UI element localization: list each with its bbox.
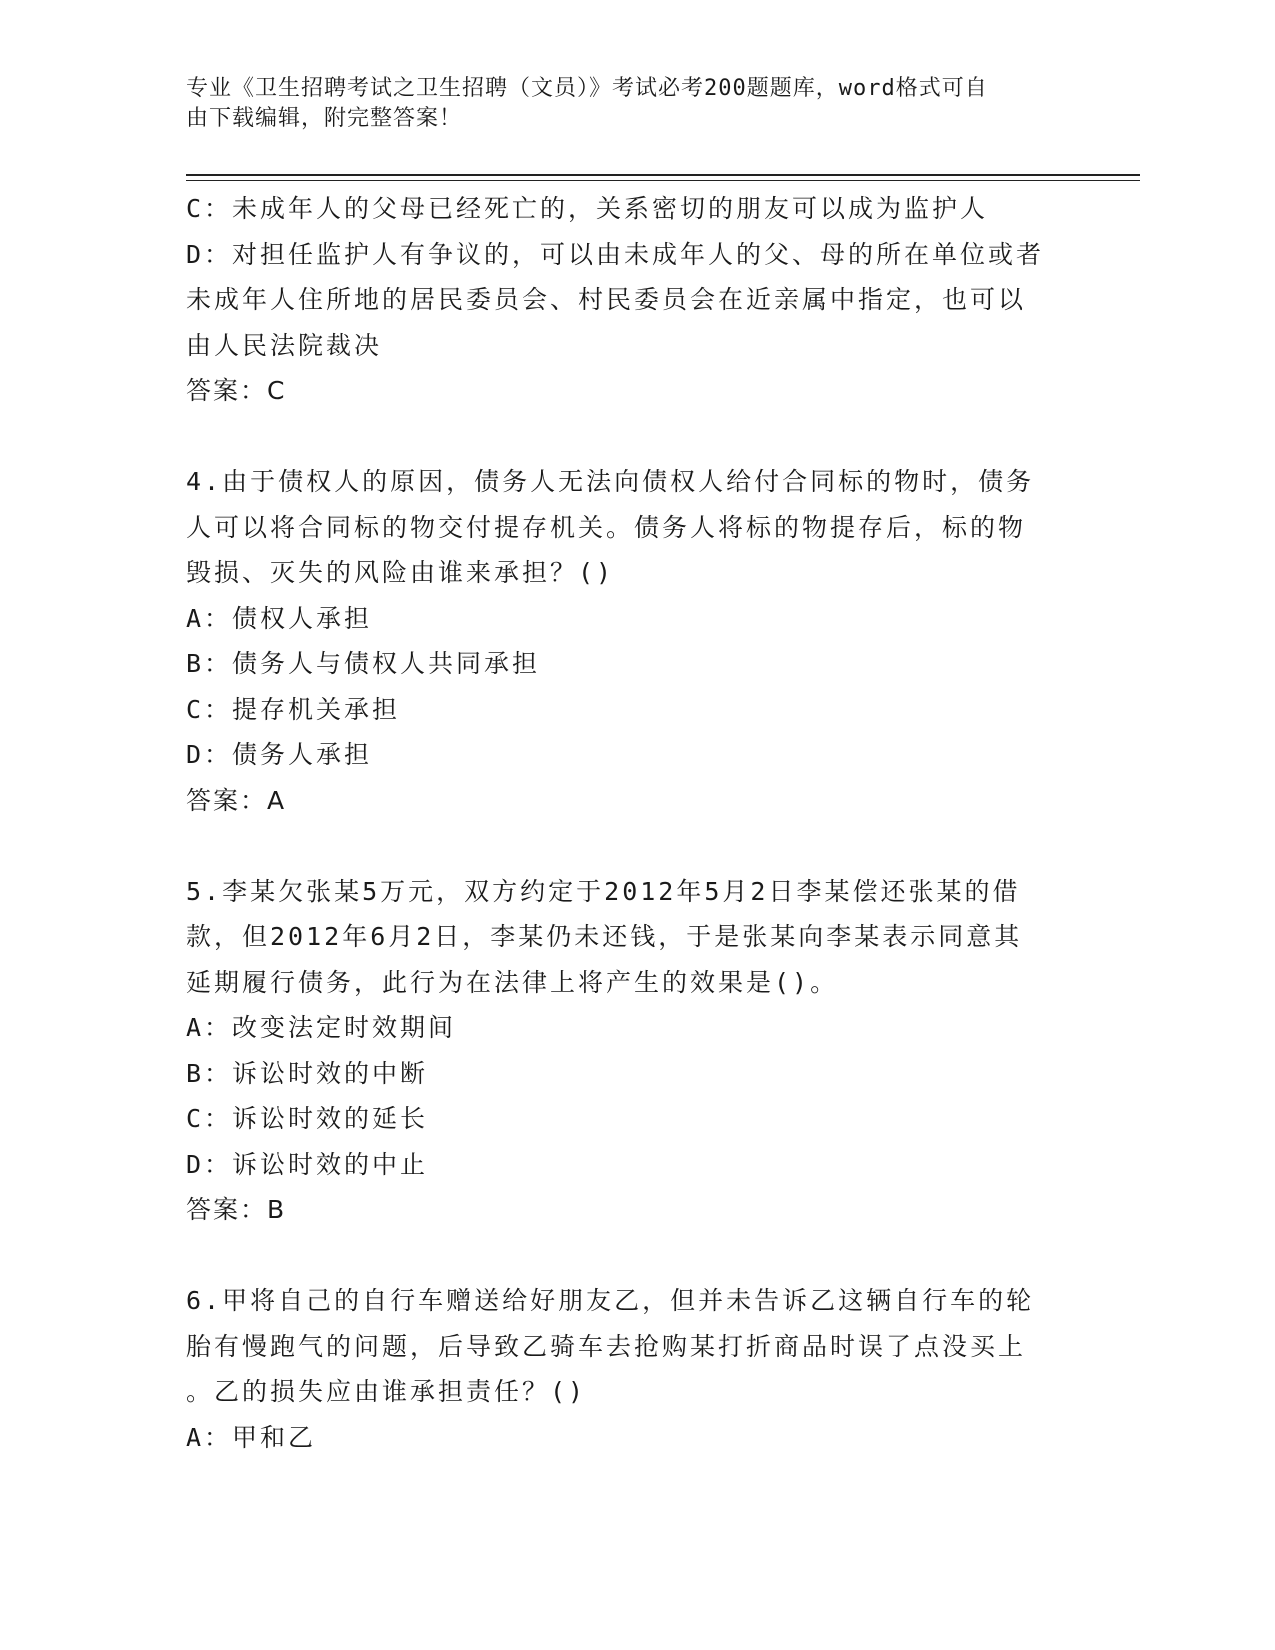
- q3-option-c: C：未成年人的父母已经死亡的，关系密切的朋友可以成为监护人: [186, 194, 989, 223]
- question-3-tail: [186, 186, 1066, 414]
- q4-option-a: A：债权人承担: [186, 603, 373, 633]
- q4-option-c: C：提存机关承担: [186, 694, 401, 724]
- q3-option-d-line-1: D：对担任监护人有争议的，可以由未成年人的父、母的所在单位或者: [186, 239, 1045, 269]
- q5-option-a: A：改变法定时效期间: [186, 1013, 457, 1042]
- spacer: [186, 1233, 1066, 1279]
- q4-option-d: D：债务人承担: [186, 740, 373, 769]
- q5-option-b: B：诉讼时效的中断: [186, 1058, 429, 1088]
- q3-option-d-line-2: 未成年人住所地的居民委员会、村民委员会在近亲属中指定，也可以: [186, 285, 1027, 314]
- q4-stem-line-2: 人可以将合同标的物交付提存机关。债务人将标的物提存后，标的物: [186, 512, 1027, 542]
- q4-stem-line-3: 毁损、灭失的风险由谁来承担？(): [186, 558, 615, 587]
- question-6: [186, 1278, 1066, 1460]
- document-header: [186, 74, 1066, 134]
- question-5: [186, 869, 1066, 1233]
- q5-option-d: D：诉讼时效的中止: [186, 1149, 429, 1179]
- q5-option-c: C：诉讼时效的延长: [186, 1104, 429, 1133]
- q6-stem-line-2: 胎有慢跑气的问题，后导致乙骑车去抢购某打折商品时误了点没买上: [186, 1331, 1027, 1361]
- q3-answer: 答案：C: [186, 376, 287, 405]
- q6-stem-line-3: 。乙的损失应由谁承担责任？(): [186, 1377, 587, 1406]
- header-rule-thick: [186, 174, 1140, 176]
- question-content: [186, 186, 1066, 1460]
- q3-option-d-line-3: 由人民法院裁决: [186, 330, 383, 360]
- q4-answer: 答案：A: [186, 785, 287, 815]
- header-line-1: 专业《卫生招聘考试之卫生招聘（文员）》考试必考200题题库，word格式可自: [186, 76, 988, 101]
- q6-option-a: A：甲和乙: [186, 1422, 317, 1452]
- q4-option-b: B：债务人与债权人共同承担: [186, 649, 541, 678]
- header-line-2: 由下载编辑，附完整答案！: [186, 106, 463, 131]
- q4-stem-line-1: 4.由于债权人的原因，债务人无法向债权人给付合同标的物时，债务: [186, 467, 1035, 496]
- q5-stem-line-3: 延期履行债务，此行为在法律上将产生的效果是()。: [186, 967, 839, 997]
- header-rule-thin: [186, 180, 1140, 181]
- q5-stem-line-2: 款，但2012年6月2日，李某仍未还钱，于是张某向李某表示同意其: [186, 922, 1023, 951]
- q6-stem-line-1: 6.甲将自己的自行车赠送给好朋友乙，但并未告诉乙这辆自行车的轮: [186, 1286, 1035, 1315]
- q5-answer: 答案：B: [186, 1195, 287, 1224]
- spacer: [186, 414, 1066, 460]
- q5-stem-line-1: 5.李某欠张某5万元，双方约定于2012年5月2日李某偿还张某的借: [186, 876, 1021, 906]
- spacer: [186, 823, 1066, 869]
- question-4: [186, 459, 1066, 823]
